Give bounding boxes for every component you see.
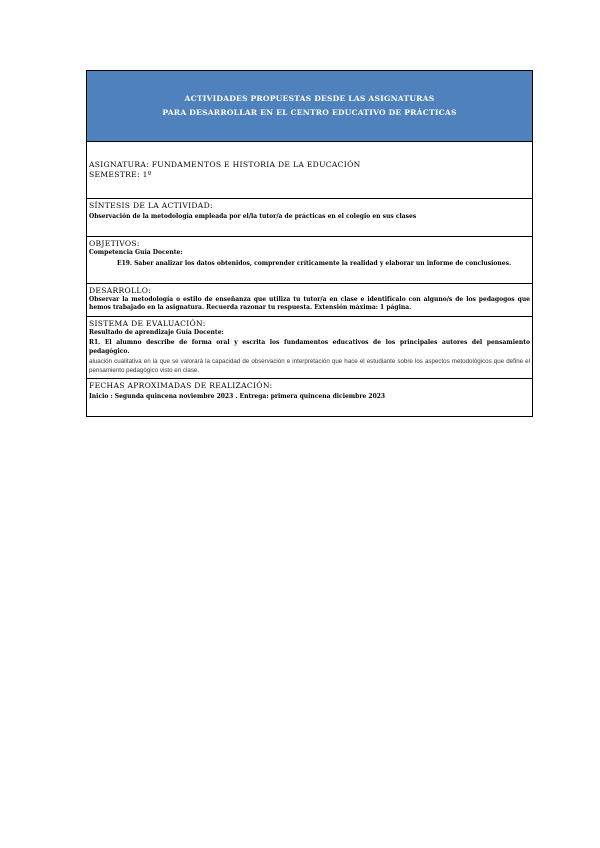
resultado-label: Resultado de aprendizaje Guía Docente: bbox=[89, 328, 224, 336]
desarrollo-label: DESARROLLO: bbox=[89, 285, 152, 295]
sintesis-label: SÍNTESIS DE LA ACTIVIDAD: bbox=[89, 201, 213, 210]
resultado-text: R1. El alumno describe de forma oral y escrita los fundamentos educativos de los principales autores del pensamiento pedagógico. bbox=[89, 339, 530, 355]
competencia-text: E19. Saber analizar los datos obtenidos, comprender críticamente la realidad y elaborar un informe de conclusiones. bbox=[117, 260, 512, 267]
criterio-text: aluación cualitativa en la que se valorará la capacidad de observación e interpretación que hace el estudiante sobre los aspectos metodológicos que define el pensamiento pedagógico visto en clase. bbox=[89, 358, 530, 374]
section-objetivos bbox=[87, 237, 532, 284]
evaluacion-label: SISTEMA DE EVALUACIÓN: bbox=[89, 318, 206, 328]
header-title-line1: ACTIVIDADES PROPUESTAS DESDE LAS ASIGNATURAS bbox=[184, 94, 435, 103]
competencia-label: Competencia Guía Docente: bbox=[89, 248, 183, 256]
section-fechas bbox=[87, 379, 532, 416]
objetivos-label: OBJETIVOS: bbox=[89, 238, 140, 248]
section-asignatura bbox=[87, 142, 532, 199]
section-desarrollo bbox=[87, 284, 532, 317]
header-title-line2: PARA DESARROLLAR EN EL CENTRO EDUCATIVO DE PRÁCTICAS bbox=[162, 108, 457, 117]
fechas-text: Inicio : Segunda quincena noviembre 2023 . Entrega: primera quincena diciembre 2023 bbox=[89, 393, 386, 400]
section-sintesis bbox=[87, 199, 532, 237]
fechas-label: FECHAS APROXIMADAS DE REALIZACIÓN: bbox=[89, 381, 273, 390]
section-evaluacion bbox=[87, 317, 532, 380]
semestre-label: SEMESTRE: 1º bbox=[89, 170, 152, 179]
desarrollo-text: Observar la metodología o estilo de enseñanza que utiliza tu tutor/a en clase e identifícalo con alguno/s de los pedagogos que hemos trabajado en la asignatura. Recuerda razonar tu respuesta. Extensión máxima: 1 página. bbox=[89, 295, 530, 311]
activity-form bbox=[86, 70, 533, 417]
sintesis-text: Observación de la metodología empleada por el/la tutor/a de prácticas en el colegio en sus clases bbox=[89, 213, 417, 220]
asignatura-label: ASIGNATURA: FUNDAMENTOS E HISTORIA DE LA EDUCACIÓN bbox=[89, 160, 361, 169]
form-header bbox=[87, 71, 532, 142]
